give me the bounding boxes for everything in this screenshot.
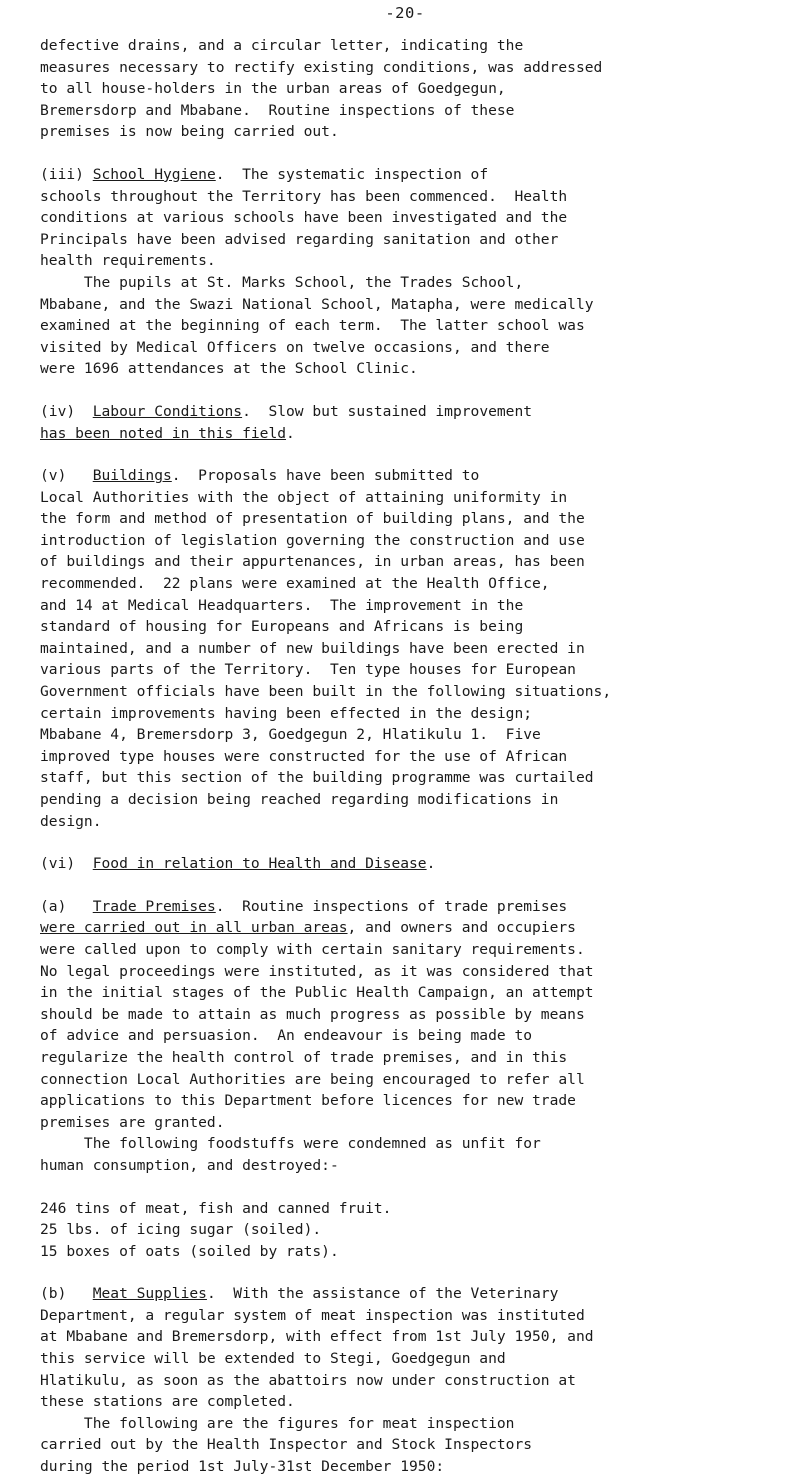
text-line: should be made to attain as much progress as possible by means [40,1005,585,1023]
text-line: during the period 1st July-31st December 1950: [40,1458,445,1476]
text-line: Mbabane 4, Bremersdorp 3, Goedgegun 2, Hlatikulu 1. Five [40,726,541,744]
condemned-foodstuffs-list [40,1198,770,1263]
text-fragment: , and owners and occupiers [347,919,576,937]
text-line: these stations are completed. [40,1393,295,1411]
text-line: at Mbabane and Bremersdorp, with effect from 1st July 1950, and [40,1328,594,1346]
text-line: premises are granted. [40,1113,225,1131]
section-meat-supplies [40,1283,770,1477]
text-line: staff, but this section of the building programme was curtailed [40,769,594,787]
text-line: premises is now being carried out. [40,123,339,141]
section-number: (iii) [40,165,93,183]
section-heading: School Hygiene [92,165,216,183]
section-food-health [40,853,770,875]
text-line [40,423,770,445]
section-heading: Buildings [92,467,172,485]
underlined-text: were carried out in all urban areas [40,919,348,937]
text-fragment: . Routine inspections of trade premises [215,897,568,915]
list-item: 25 lbs. of icing sugar (soiled). [40,1221,322,1239]
text-line: introduction of legislation governing the construction and use [40,531,585,549]
text-line: visited by Medical Officers on twelve occasions, and there [40,338,550,356]
text-line: this service will be extended to Stegi, Goedgegun and [40,1350,506,1368]
text-line: were 1696 attendances at the School Clinic. [40,360,418,378]
text-line: The following are the figures for meat inspection [40,1414,515,1432]
text-line [40,917,770,939]
text-line: maintained, and a number of new buildings have been erected in [40,639,585,657]
section-school-hygiene [40,164,770,380]
text-line: certain improvements having been effected in the design; [40,704,533,722]
section-labour-conditions [40,401,770,444]
text-line: were called upon to comply with certain sanitary requirements. [40,940,585,958]
text-line: The following foodstuffs were condemned as unfit for [40,1135,541,1153]
section-heading-line [40,465,770,487]
text-line: carried out by the Health Inspector and Stock Inspectors [40,1436,533,1454]
section-heading: Meat Supplies [92,1285,207,1303]
text-fragment: . With the assistance of the Veterinary [206,1285,559,1303]
section-number: (vi) [40,855,93,873]
section-heading: Trade Premises [92,897,216,915]
text-line: of advice and persuasion. An endeavour is being made to [40,1027,533,1045]
text-line: design. [40,812,102,830]
text-line: Bremersdorp and Mbabane. Routine inspections of these [40,101,515,119]
text-line: standard of housing for Europeans and Africans is being [40,618,524,636]
text-line: recommended. 22 plans were examined at the Health Office, [40,575,550,593]
section-number: (a) [40,897,93,915]
section-heading: Labour Conditions [92,402,243,420]
section-buildings [40,465,770,832]
section-trade-premises [40,896,770,1177]
text-line: regularize the health control of trade premises, and in this [40,1048,568,1066]
section-heading-line [40,853,770,875]
text-fragment: . Proposals have been submitted to [171,467,480,485]
text-line: conditions at various schools have been investigated and the [40,209,568,227]
text-line: the form and method of presentation of building plans, and the [40,510,585,528]
text-line: pending a decision being reached regarding modifications in [40,791,559,808]
text-fragment: . [286,424,295,442]
section-heading: Food in relation to Health and Disease [92,855,427,873]
text-fragment: . The systematic inspection of [215,165,489,183]
page-number: -20- [385,4,425,22]
section-heading-line [40,164,770,186]
text-line: Hlatikulu, as soon as the abattoirs now under construction at [40,1371,576,1389]
list-item: 15 boxes of oats (soiled by rats). [40,1242,339,1260]
section-heading-line [40,896,770,918]
section-number: (b) [40,1285,93,1303]
text-line: Government officials have been built in the following situations, [40,683,612,701]
intro-paragraph [40,35,770,143]
section-number: (iv) [40,402,93,420]
text-line: Principals have been advised regarding sanitation and other [40,230,559,248]
text-line: The pupils at St. Marks School, the Trades School, [40,273,524,291]
text-line: measures necessary to rectify existing conditions, was addressed [40,58,603,76]
text-fragment: . [426,855,436,873]
list-item: 246 tins of meat, fish and canned fruit. [40,1199,392,1217]
text-line: applications to this Department before licences for new trade [40,1092,576,1110]
section-number: (v) [40,467,93,485]
text-line: to all house-holders in the urban areas of Goedgegun, [40,80,506,98]
section-heading-line [40,401,770,423]
text-line: Department, a regular system of meat inspection was instituted [40,1306,585,1324]
text-line: health requirements. [40,252,216,270]
text-line: human consumption, and destroyed:- [40,1156,339,1174]
text-line: No legal proceedings were instituted, as it was considered that [40,962,594,980]
text-line: in the initial stages of the Public Health Campaign, an attempt [40,984,594,1002]
text-line: improved type houses were constructed for the use of African [40,747,568,765]
text-line: of buildings and their appurtenances, in urban areas, has been [40,553,585,571]
text-line: connection Local Authorities are being encouraged to refer all [40,1070,585,1088]
text-line: schools throughout the Territory has been commenced. Health [40,187,568,205]
text-line: defective drains, and a circular letter, indicating the [40,37,524,54]
section-heading-line [40,1283,770,1305]
text-line: Mbabane, and the Swazi National School, Matapha, were medically [40,295,594,313]
text-line: various parts of the Territory. Ten type houses for European [40,661,576,679]
underlined-text: has been noted in this field [40,424,287,442]
text-fragment: . Slow but sustained improvement [242,402,533,420]
text-line: and 14 at Medical Headquarters. The improvement in the [40,596,524,614]
text-line: Local Authorities with the object of attaining uniformity in [40,488,568,506]
text-line: examined at the beginning of each term. The latter school was [40,317,585,335]
